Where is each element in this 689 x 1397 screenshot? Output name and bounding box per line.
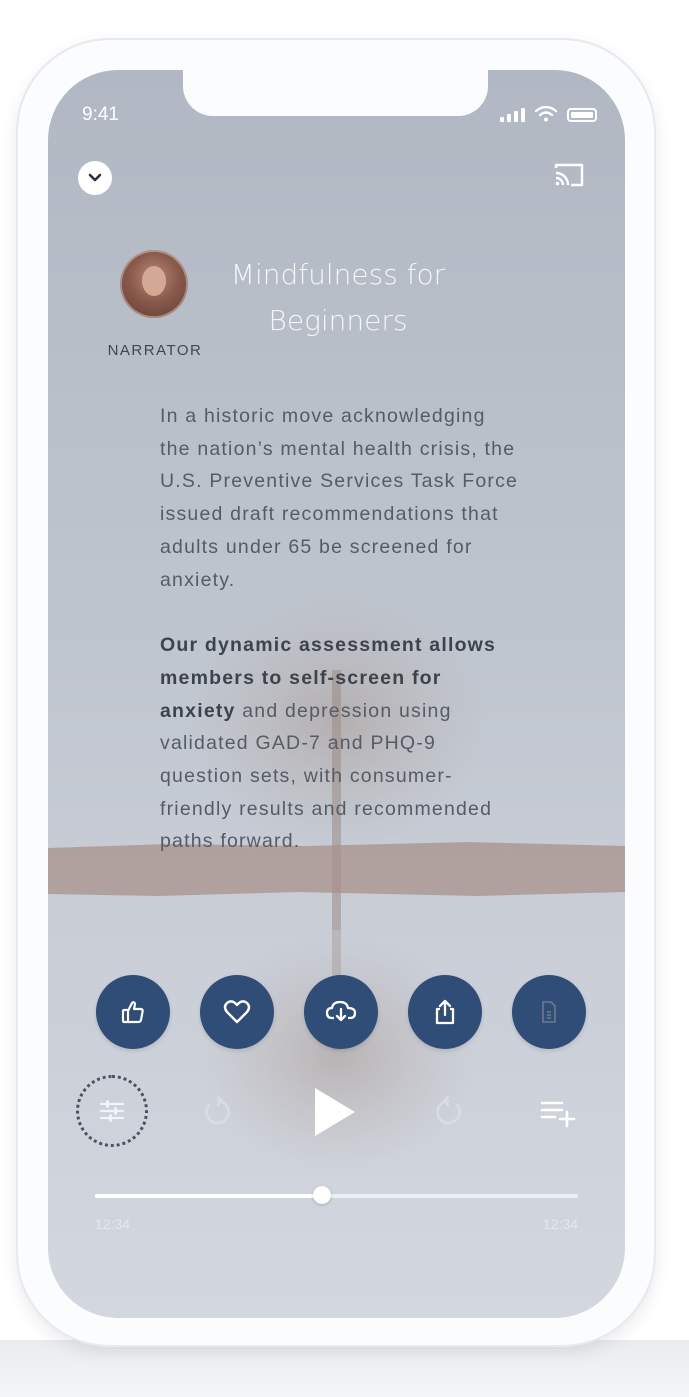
equalizer-button[interactable]	[76, 1075, 148, 1147]
transcript-button[interactable]	[512, 975, 586, 1049]
play-button[interactable]	[302, 1080, 366, 1144]
chevron-down-icon	[88, 173, 102, 183]
like-button[interactable]	[96, 975, 170, 1049]
forward-icon	[431, 1095, 465, 1129]
narrator-avatar[interactable]	[120, 250, 188, 318]
heart-icon	[223, 999, 251, 1025]
remaining-time: 12:34	[542, 1216, 578, 1232]
forward-button[interactable]	[428, 1092, 468, 1132]
battery-icon	[567, 108, 597, 122]
progress-scrubber[interactable]	[313, 1186, 331, 1204]
share-icon	[432, 998, 458, 1026]
action-buttons-row	[96, 975, 586, 1049]
phone-screen	[48, 70, 625, 1318]
description-paragraph-1: In a historic move acknowledging the nation’s mental health crisis, the U.S. Preventive Services Task Force issued draft recommendations that adults under 65 be screened for anxiety.	[160, 405, 519, 591]
playback-controls	[48, 1070, 625, 1160]
collapse-player-button[interactable]	[78, 161, 112, 195]
wifi-icon	[535, 106, 557, 122]
elapsed-time: 12:34	[95, 1216, 131, 1232]
description-highlight: Our dynamic assessment allows members to self-screen for anxiety	[160, 634, 497, 722]
play-icon	[309, 1084, 359, 1140]
rewind-icon	[201, 1095, 235, 1129]
sliders-icon	[97, 1098, 127, 1124]
description-text	[160, 400, 520, 858]
description-paragraph-2-rest: and depression using validated GAD-7 and PHQ-9 question sets, with consumer-friendly results and recommended paths forward.	[160, 699, 493, 853]
share-button[interactable]	[408, 975, 482, 1049]
add-to-queue-button[interactable]	[536, 1092, 580, 1132]
cast-icon	[553, 162, 585, 188]
track-title: Mindfulness for Beginners	[230, 258, 446, 337]
device-notch	[183, 70, 488, 116]
description-paragraph-2	[160, 629, 520, 858]
cellular-signal-icon	[500, 108, 525, 122]
cast-button[interactable]	[553, 162, 585, 192]
rewind-button[interactable]	[198, 1092, 238, 1132]
status-time: 9:41	[82, 104, 119, 125]
progress-bar[interactable]	[95, 1194, 578, 1198]
progress-fill	[95, 1194, 322, 1198]
narrator-label: NARRATOR	[107, 342, 203, 359]
favorite-button[interactable]	[200, 975, 274, 1049]
status-icons	[500, 106, 597, 122]
add-to-queue-icon	[538, 1095, 578, 1129]
document-icon	[538, 999, 560, 1025]
thumbs-up-icon	[119, 998, 147, 1026]
avatar-face	[142, 266, 166, 296]
floor-shadow	[0, 1340, 689, 1397]
download-button[interactable]	[304, 975, 378, 1049]
cloud-download-icon	[325, 998, 357, 1026]
